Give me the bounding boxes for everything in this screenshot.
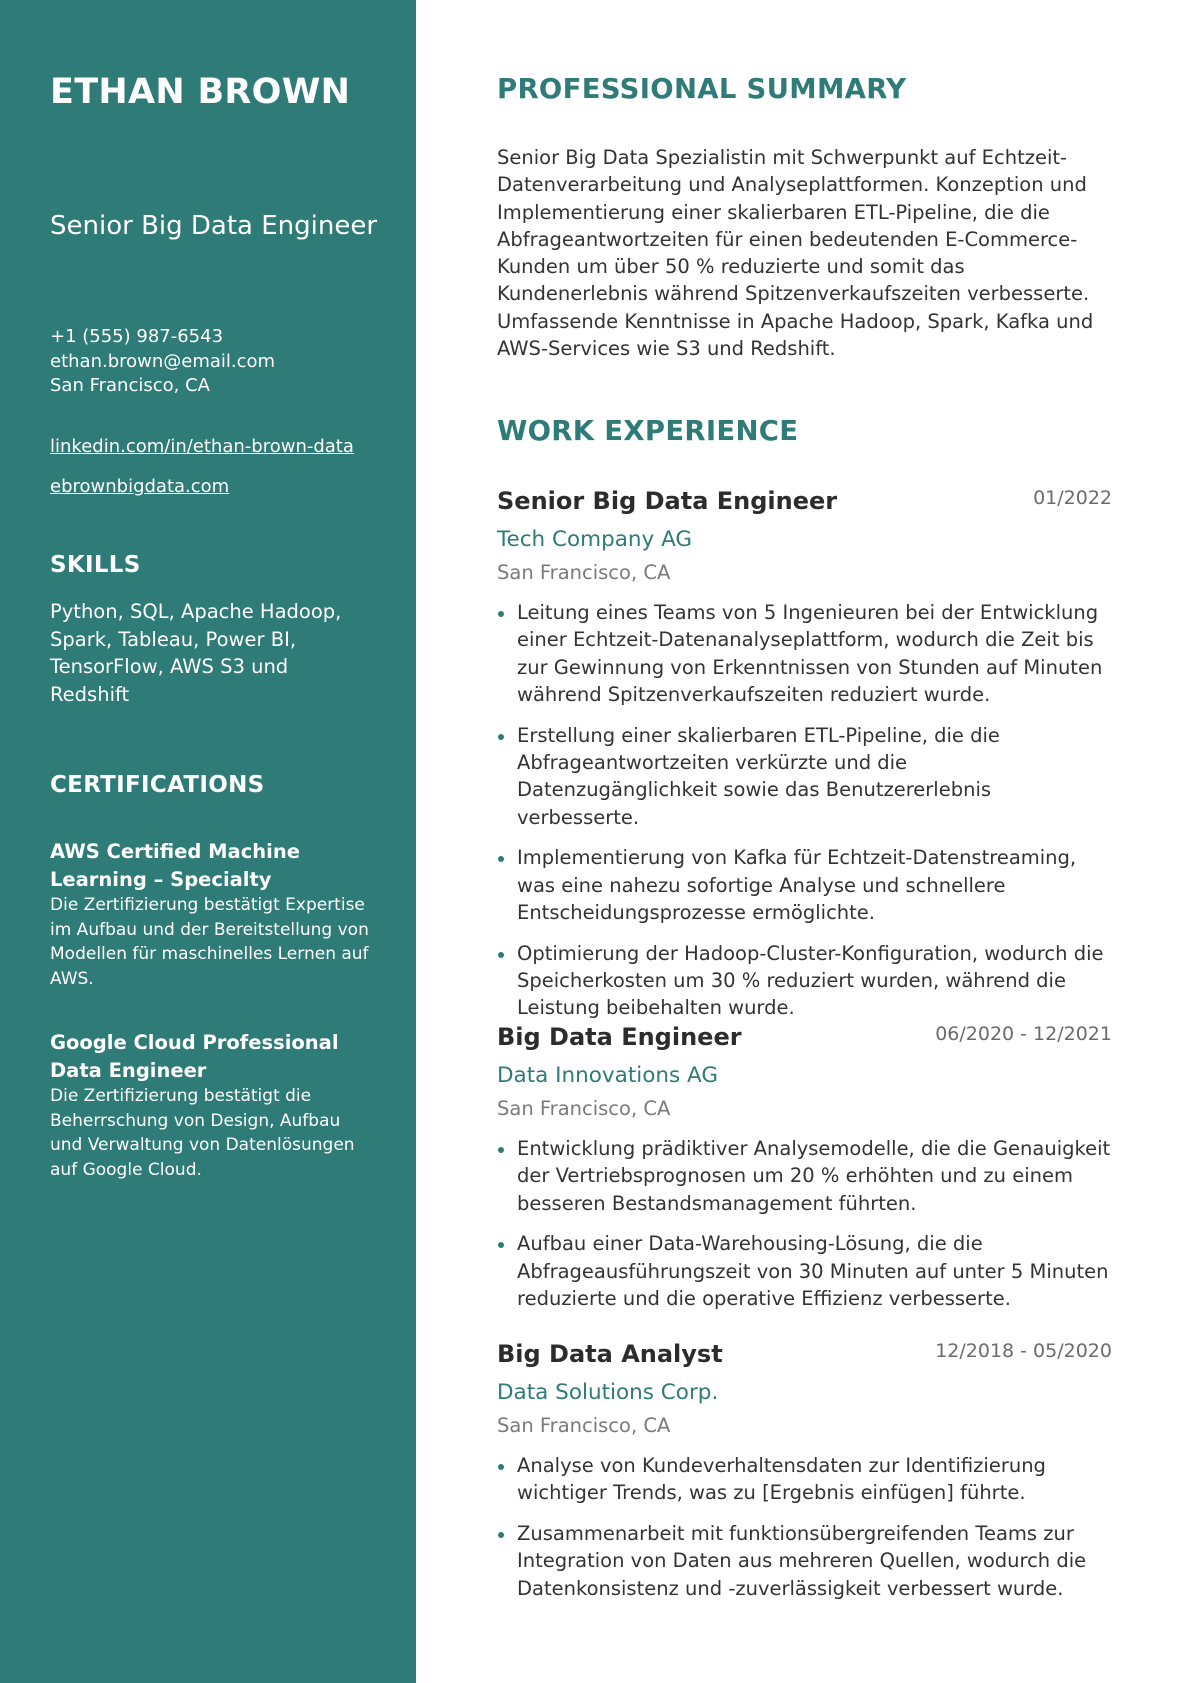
list-item: Analyse von Kundeverhaltensdaten zur Identifizierung wichtiger Trends, was zu [Ergebnis einfügen] führte.	[497, 1452, 1112, 1507]
certification-description: Die Zertifizierung bestätigt Expertise im Aufbau und der Bereitstellung von Modellen für maschinelles Lernen auf AWS.	[50, 895, 369, 989]
job-dates: 06/2020 - 12/2021	[935, 1023, 1112, 1045]
certification-title: Google Cloud Professional Data Engineer	[50, 1031, 339, 1082]
experience-heading: WORK EXPERIENCE	[497, 415, 799, 447]
job-bullets	[497, 1452, 1112, 1602]
website-link[interactable]: ebrownbigdata.com	[50, 476, 230, 497]
list-item: Leitung eines Teams von 5 Ingenieuren bei der Entwicklung einer Echtzeit-Datenanalyseplattform, wodurch die Zeit bis zur Gewinnung von Erkenntnissen von Stunden auf Minuten während Spitzenverkaufszeiten reduziert wurde.	[497, 599, 1112, 708]
list-item: Erstellung einer skalierbaren ETL-Pipeline, die die Abfrageantwortzeiten verkürzte und die Datenzugänglichkeit sowie das Benutzererlebnis verbesserte.	[497, 722, 1112, 831]
summary-heading: PROFESSIONAL SUMMARY	[497, 73, 907, 105]
company-name: Data Innovations AG	[497, 1063, 719, 1088]
contact-info	[50, 325, 275, 399]
job-title: Big Data Engineer	[497, 1023, 742, 1051]
job-title: Big Data Analyst	[497, 1340, 723, 1368]
candidate-headline: Senior Big Data Engineer	[50, 211, 378, 241]
job-entry	[497, 487, 1112, 1035]
company-name: Data Solutions Corp.	[497, 1380, 719, 1405]
job-location: San Francisco, CA	[497, 1414, 671, 1437]
list-item: Implementierung von Kafka für Echtzeit-Datenstreaming, was eine nahezu sofortige Analyse und schnellere Entscheidungsprozesse ermöglichte.	[497, 844, 1112, 926]
list-item: Zusammenarbeit mit funktionsübergreifenden Teams zur Integration von Daten aus mehreren Quellen, wodurch die Datenkonsistenz und -zuverlässigkeit verbessert wurde.	[497, 1520, 1112, 1602]
job-dates: 01/2022	[1033, 487, 1112, 509]
sidebar	[0, 0, 416, 1683]
candidate-name: ETHAN BROWN	[50, 72, 351, 112]
email-address: ethan.brown@email.com	[50, 350, 276, 372]
phone-number: +1 (555) 987-6543	[50, 326, 224, 347]
list-item: Entwicklung prädiktiver Analysemodelle, die die Genauigkeit der Vertriebsprognosen um 20 % erhöhten und zu einem besseren Bestandsmanagement führten.	[497, 1135, 1112, 1217]
certification-description: Die Zertifizierung bestätigt die Beherrschung von Design, Aufbau und Verwaltung von Datenlösungen auf Google Cloud.	[50, 1086, 355, 1180]
list-item: Aufbau einer Data-Warehousing-Lösung, die die Abfrageausführungszeit von 30 Minuten auf unter 5 Minuten reduzierte und die operative Effizienz verbesserte.	[497, 1230, 1112, 1312]
certification-item	[50, 838, 376, 991]
main-content	[497, 0, 1112, 1683]
certification-title: AWS Certified Machine Learning – Specialty	[50, 840, 300, 891]
certifications-heading: CERTIFICATIONS	[50, 772, 265, 798]
job-dates: 12/2018 - 05/2020	[935, 1340, 1112, 1362]
skills-list: Python, SQL, Apache Hadoop, Spark, Tableau, Power BI, TensorFlow, AWS S3 und Redshift	[50, 600, 342, 706]
list-item: Optimierung der Hadoop-Cluster-Konfiguration, wodurch die Speicherkosten um 30 % reduziert wurden, während die Leistung beibehalten wurde.	[497, 940, 1112, 1022]
certification-item	[50, 1029, 376, 1182]
job-location: San Francisco, CA	[497, 1097, 671, 1120]
job-bullets	[497, 599, 1112, 1022]
job-bullets	[497, 1135, 1112, 1312]
summary-text: Senior Big Data Spezialistin mit Schwerpunkt auf Echtzeit-Datenverarbeitung und Analyseplattformen. Konzeption und Implementierung einer skalierbaren ETL-Pipeline, die die Abfrageantwortzeiten für einen bedeutenden E-Commerce-Kunden um über 50 % reduzierte und somit das Kundenerlebnis während Spitzenverkaufszeiten verbesserte. Umfassende Kenntnisse in Apache Hadoop, Spark, Kafka und AWS-Services wie S3 und Redshift.	[497, 146, 1094, 361]
job-entry	[497, 1023, 1112, 1326]
skills-heading: SKILLS	[50, 552, 141, 578]
job-title: Senior Big Data Engineer	[497, 487, 838, 515]
location: San Francisco, CA	[50, 375, 210, 396]
job-entry	[497, 1340, 1112, 1615]
job-location: San Francisco, CA	[497, 561, 671, 584]
linkedin-link[interactable]: linkedin.com/in/ethan-brown-data	[50, 436, 354, 457]
company-name: Tech Company AG	[497, 527, 693, 552]
